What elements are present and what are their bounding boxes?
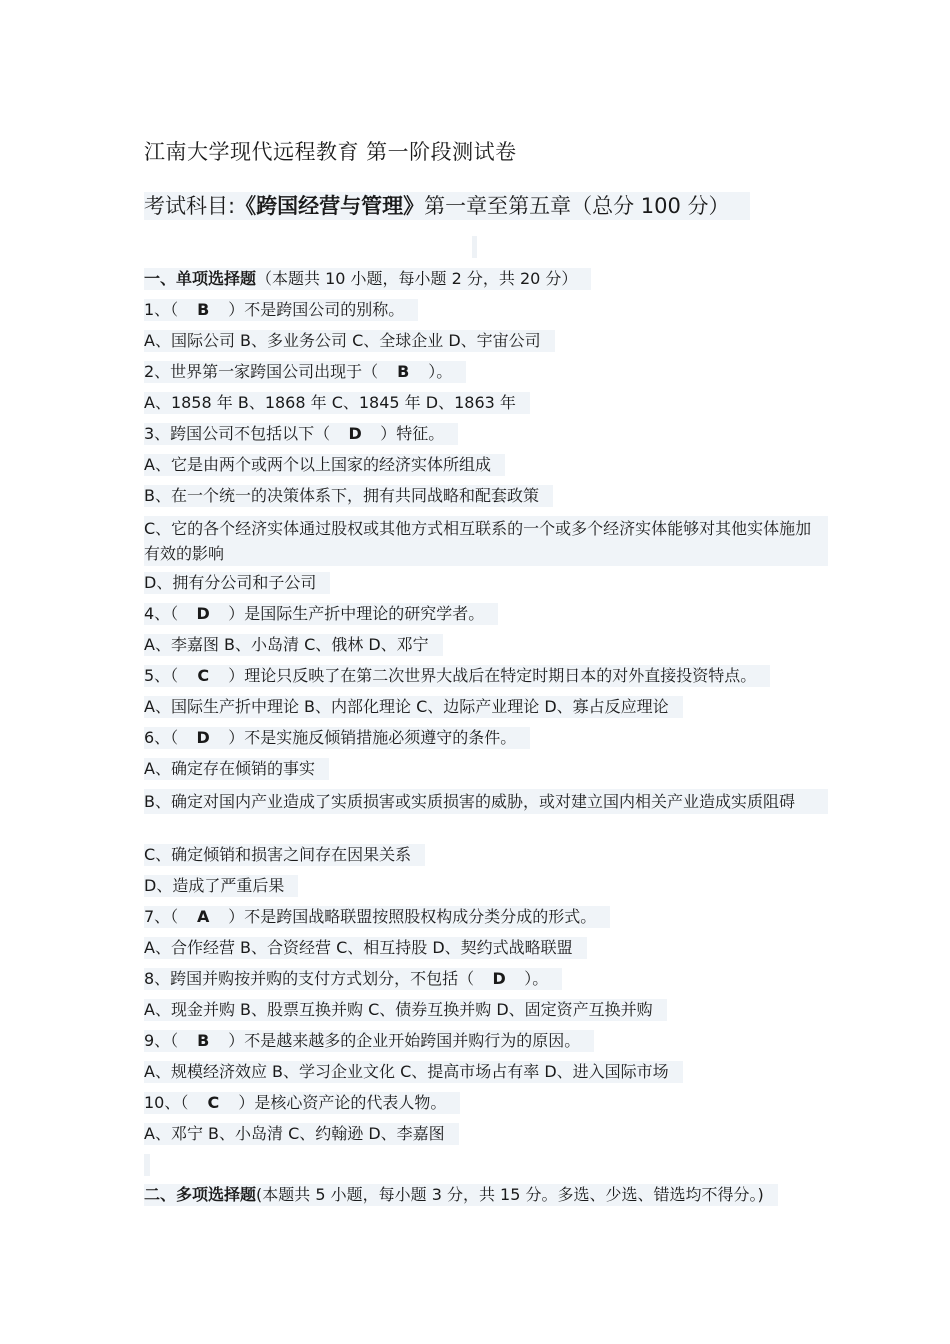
section-1-desc: （本题共 10 小题，每小题 2 分，共 20 分）	[256, 269, 578, 288]
answer-key: B	[197, 1031, 210, 1050]
answer-key: D	[196, 604, 210, 623]
question-number: 7、（	[144, 907, 179, 926]
exam-title: 江南大学现代远程教育 第一阶段测试卷	[144, 140, 517, 164]
section-2-desc: (本题共 5 小题，每小题 3 分，共 15 分。多选、少选、错选均不得分。)	[256, 1185, 764, 1204]
question-10	[144, 1092, 460, 1114]
blank-marker	[472, 236, 477, 258]
question-3-option-d: D、拥有分公司和子公司	[144, 572, 330, 594]
question-stem: ）理论只反映了在第二次世界大战后在特定时期日本的对外直接投资特点。	[228, 666, 757, 685]
question-7-options: A、合作经营 B、合资经营 C、相互持股 D、契约式战略联盟	[144, 937, 587, 959]
question-3	[144, 423, 458, 445]
blank-marker	[144, 1154, 150, 1176]
question-number: 9、（	[144, 1031, 179, 1050]
question-3-option-a: A、它是由两个或两个以上国家的经济实体所组成	[144, 454, 505, 476]
question-9	[144, 1030, 594, 1052]
question-8-options: A、现金并购 B、股票互换并购 C、债券互换并购 D、固定资产互换并购	[144, 999, 667, 1021]
question-stem: ）不是跨国战略联盟按照股权构成分类分成的形式。	[228, 907, 597, 926]
question-5	[144, 665, 770, 687]
question-1	[144, 299, 418, 321]
question-number: 4、（	[144, 604, 179, 623]
question-7	[144, 906, 610, 928]
subject-suffix: 第一章至第五章（总分 100 分）	[424, 194, 730, 218]
answer-key: B	[197, 300, 210, 319]
subject-prefix: 考试科目:	[144, 194, 236, 218]
question-number: 2、世界第一家跨国公司出现于（	[144, 362, 379, 381]
answer-key: D	[348, 424, 362, 443]
question-3-option-b: B、在一个统一的决策体系下，拥有共同战略和配套政策	[144, 485, 553, 507]
question-stem: ）是核心资产论的代表人物。	[238, 1093, 447, 1112]
question-number: 1、（	[144, 300, 179, 319]
question-6-option-b: B、确定对国内产业造成了实质损害或实质损害的威胁，或对建立国内相关产业造成实质阻碍	[144, 789, 828, 814]
question-9-options: A、规模经济效应 B、学习企业文化 C、提高市场占有率 D、进入国际市场	[144, 1061, 683, 1083]
question-6-option-c: C、确定倾销和损害之间存在因果关系	[144, 844, 425, 866]
question-4-options: A、李嘉图 B、小岛清 C、俄林 D、邓宁	[144, 634, 443, 656]
section-1-label: 一、单项选择题	[144, 269, 257, 288]
question-2	[144, 361, 466, 383]
question-number: 5、（	[144, 666, 179, 685]
question-2-options: A、1858 年 B、1868 年 C、1845 年 D、1863 年	[144, 392, 530, 414]
question-stem: ）是国际生产折中理论的研究学者。	[228, 604, 485, 623]
answer-key: B	[397, 362, 410, 381]
question-3-option-c: C、它的各个经济实体通过股权或其他方式相互联系的一个或多个经济实体能够对其他实体施加有效的影响	[144, 516, 828, 566]
answer-key: D	[196, 728, 210, 747]
question-stem: ）不是实施反倾销措施必须遵守的条件。	[228, 728, 517, 747]
question-1-options: A、国际公司 B、多业务公司 C、全球企业 D、宇宙公司	[144, 330, 555, 352]
question-8	[144, 968, 562, 990]
question-6	[144, 727, 530, 749]
question-stem: ）。	[428, 362, 453, 381]
question-number: 6、（	[144, 728, 179, 747]
answer-key: D	[492, 969, 506, 988]
subject-name: 《跨国经营与管理》	[235, 194, 425, 218]
question-number: 10、（	[144, 1093, 189, 1112]
question-stem: ）不是越来越多的企业开始跨国并购行为的原因。	[228, 1031, 581, 1050]
question-stem: ）。	[524, 969, 549, 988]
answer-key: C	[207, 1093, 220, 1112]
question-number: 8、跨国并购按并购的支付方式划分，不包括（	[144, 969, 475, 988]
question-4	[144, 603, 498, 625]
section-1-heading	[144, 268, 591, 290]
question-stem: ）特征。	[380, 424, 445, 443]
question-6-option-d: D、造成了严重后果	[144, 875, 298, 897]
question-10-options: A、邓宁 B、小岛清 C、约翰逊 D、李嘉图	[144, 1123, 459, 1145]
answer-key: A	[196, 907, 210, 926]
exam-subject	[144, 192, 750, 220]
section-2-heading	[144, 1184, 778, 1206]
question-5-options: A、国际生产折中理论 B、内部化理论 C、边际产业理论 D、寡占反应理论	[144, 696, 683, 718]
section-2-label: 二、多项选择题	[144, 1185, 257, 1204]
answer-key: C	[197, 666, 210, 685]
question-number: 3、跨国公司不包括以下（	[144, 424, 331, 443]
question-6-option-a: A、确定存在倾销的事实	[144, 758, 329, 780]
question-stem: ）不是跨国公司的别称。	[228, 300, 405, 319]
